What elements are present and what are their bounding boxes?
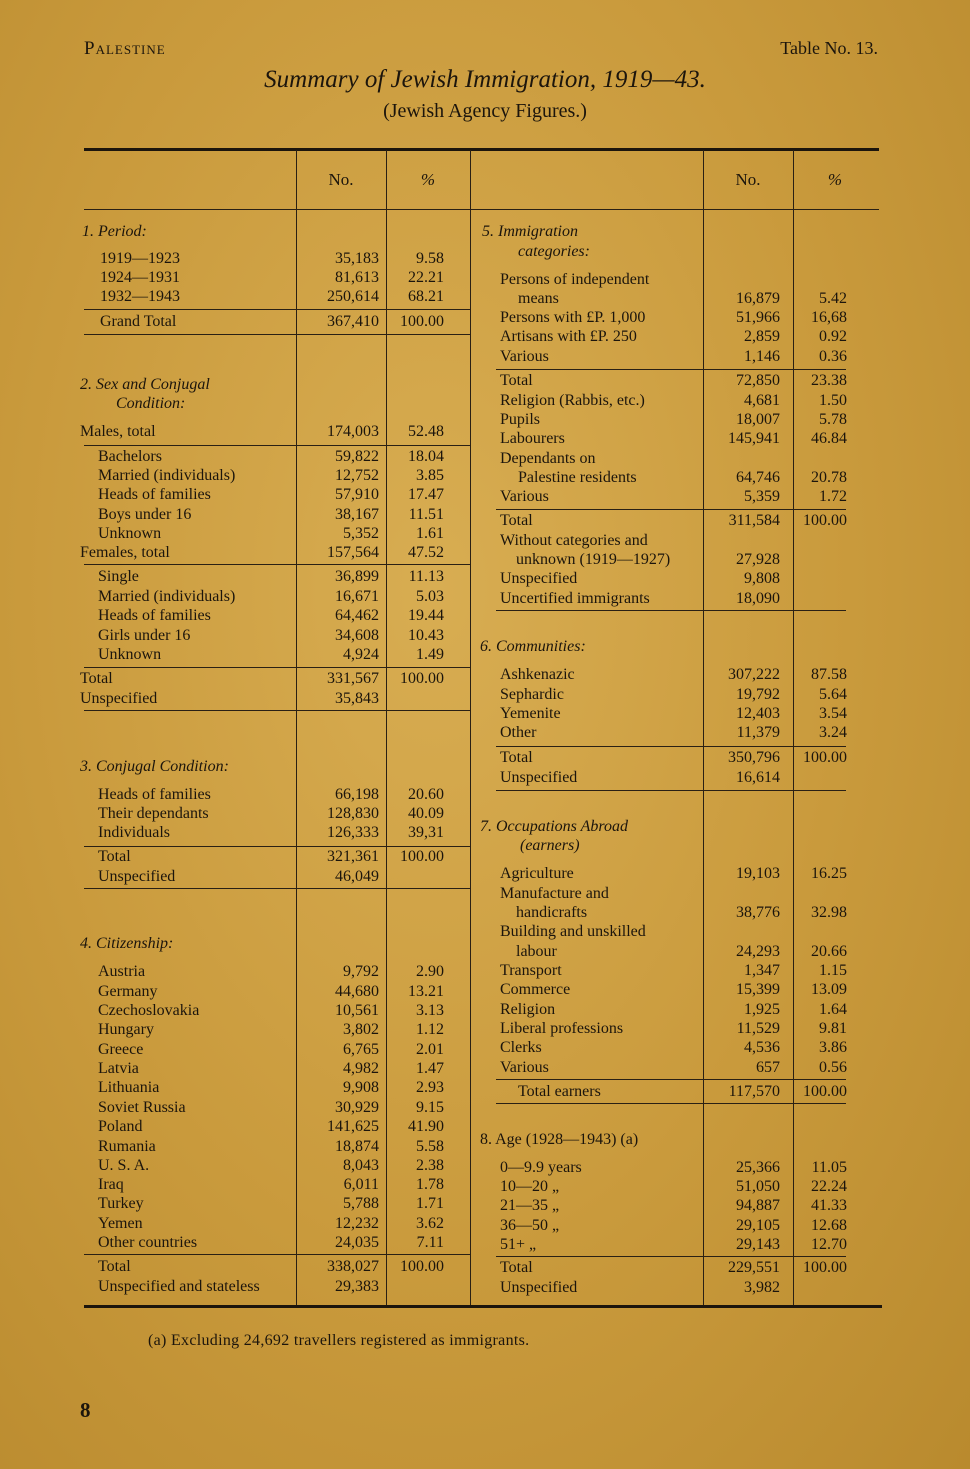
row-no: 24,035 <box>335 1234 379 1251</box>
row-label: Without categories and <box>500 532 648 549</box>
row-label: 51+ „ <box>500 1236 537 1253</box>
rule <box>496 1256 846 1257</box>
row-no: 57,910 <box>335 486 379 503</box>
row-label: Total <box>500 1259 533 1276</box>
row-label: Heads of families <box>98 486 211 503</box>
row-no: 9,908 <box>343 1079 379 1096</box>
row-label: Total <box>500 749 533 766</box>
page-subtitle: (Jewish Agency Figures.) <box>383 100 587 122</box>
row-no: 4,982 <box>343 1060 379 1077</box>
row-no: 307,222 <box>728 666 780 683</box>
row-no: 5,788 <box>343 1195 379 1212</box>
section-title: categories: <box>518 243 590 260</box>
row-label: Unspecified <box>500 570 578 587</box>
section-title: 3. Conjugal Condition: <box>80 758 229 775</box>
row-no: 6,765 <box>343 1041 379 1058</box>
row-label: Total <box>98 1258 131 1275</box>
row-label: Building and unskilled <box>500 923 646 940</box>
row-pct: 12.70 <box>811 1236 847 1253</box>
row-pct: 1.50 <box>819 392 847 409</box>
row-no: 25,366 <box>736 1159 780 1176</box>
row-label: Sephardic <box>500 686 564 703</box>
row-no: 18,874 <box>335 1138 379 1155</box>
row-pct: 18.04 <box>408 448 444 465</box>
row-no: 44,680 <box>335 983 379 1000</box>
row-pct: 2.93 <box>416 1079 444 1096</box>
row-no: 321,361 <box>327 848 379 865</box>
row-no: 2,859 <box>744 328 780 345</box>
row-label: Palestine residents <box>518 469 637 486</box>
row-label: Grand Total <box>100 313 177 330</box>
row-pct: 19.44 <box>408 607 444 624</box>
section-title: 6. Communities: <box>480 638 586 655</box>
rule <box>84 667 470 668</box>
rule <box>496 1103 846 1104</box>
row-pct: 1.15 <box>819 962 847 979</box>
col-header-pct: % <box>420 170 436 189</box>
rule <box>84 334 470 335</box>
row-no: 15,399 <box>736 981 780 998</box>
row-label: Religion (Rabbis, etc.) <box>500 392 645 409</box>
row-pct: 3.24 <box>819 724 847 741</box>
row-no: 9,808 <box>744 570 780 587</box>
row-pct: 10.43 <box>408 627 444 644</box>
row-no: 145,941 <box>728 430 780 447</box>
row-label: Total earners <box>518 1083 601 1100</box>
row-pct: 20.66 <box>811 943 847 960</box>
row-no: 3,982 <box>744 1279 780 1296</box>
row-pct: 100.00 <box>400 1258 444 1275</box>
row-label: Single <box>98 568 139 585</box>
row-no: 157,564 <box>327 544 379 561</box>
row-label: Rumania <box>98 1138 156 1155</box>
row-pct: 20.78 <box>811 469 847 486</box>
row-no: 174,003 <box>327 423 379 440</box>
rule <box>84 445 470 446</box>
row-label: Dependants on <box>500 450 596 467</box>
row-no: 51,966 <box>736 309 780 326</box>
row-pct: 3.13 <box>416 1002 444 1019</box>
row-pct: 2.01 <box>416 1041 444 1058</box>
row-pct: 1.71 <box>416 1195 444 1212</box>
row-pct: 100.00 <box>400 670 444 687</box>
section-title: 4. Citizenship: <box>80 935 174 952</box>
row-pct: 11.05 <box>811 1159 847 1176</box>
row-no: 311,584 <box>728 512 780 529</box>
row-no: 350,796 <box>728 749 780 766</box>
row-label: Total <box>500 372 533 389</box>
row-label: Artisans with £P. 250 <box>500 328 637 345</box>
row-label: Religion <box>500 1001 556 1018</box>
page-title: Summary of Jewish Immigration, 1919—43. <box>264 66 706 93</box>
row-pct: 68.21 <box>408 288 444 305</box>
row-no: 38,776 <box>736 904 780 921</box>
row-label: 21—35 „ <box>500 1197 560 1214</box>
row-pct: 52.48 <box>408 423 444 440</box>
row-no: 19,103 <box>736 865 780 882</box>
row-label: Clerks <box>500 1039 542 1056</box>
row-label: Latvia <box>98 1060 139 1077</box>
row-no: 338,027 <box>327 1258 379 1275</box>
row-no: 8,043 <box>343 1157 379 1174</box>
row-no: 18,090 <box>736 590 780 607</box>
row-no: 24,293 <box>736 943 780 960</box>
row-pct: 100.00 <box>400 848 444 865</box>
row-label: Uncertified immigrants <box>500 590 650 607</box>
row-label: Yemenite <box>500 705 561 722</box>
row-no: 4,536 <box>744 1039 780 1056</box>
row-pct: 1.47 <box>416 1060 444 1077</box>
table-bottom-rule <box>84 1305 882 1308</box>
row-label: 1924—1931 <box>100 269 180 286</box>
row-pct: 5.64 <box>819 686 847 703</box>
row-label: Lithuania <box>98 1079 160 1096</box>
row-label: Females, total <box>80 544 170 561</box>
row-label: Various <box>500 488 549 505</box>
rule <box>84 564 470 565</box>
row-label: Soviet Russia <box>98 1099 186 1116</box>
row-pct: 5.42 <box>819 290 847 307</box>
section-title: 5. Immigration <box>482 223 578 240</box>
row-pct: 32.98 <box>811 904 847 921</box>
row-pct: 1.78 <box>416 1176 444 1193</box>
row-pct: 3.62 <box>416 1215 444 1232</box>
header-rule <box>84 209 879 210</box>
row-no: 72,850 <box>736 372 780 389</box>
row-pct: 1.61 <box>416 525 444 542</box>
table-number: Table No. 13. <box>780 38 878 58</box>
rule <box>496 509 846 510</box>
row-label: Unspecified <box>500 769 578 786</box>
row-label: labour <box>516 943 557 960</box>
row-pct: 9.15 <box>416 1099 444 1116</box>
row-no: 94,887 <box>736 1197 780 1214</box>
row-label: Other countries <box>98 1234 198 1251</box>
row-no: 117,570 <box>728 1083 780 1100</box>
rule <box>84 710 470 711</box>
row-no: 46,049 <box>335 868 379 885</box>
row-no: 64,462 <box>335 607 379 624</box>
row-pct: 87.58 <box>811 666 847 683</box>
row-label: Various <box>500 348 549 365</box>
row-label: Liberal professions <box>500 1020 624 1037</box>
row-pct: 9.58 <box>416 250 444 267</box>
row-no: 36,899 <box>335 568 379 585</box>
row-pct: 1.64 <box>819 1001 847 1018</box>
row-no: 29,383 <box>335 1278 379 1295</box>
row-pct: 11.13 <box>408 568 444 585</box>
row-pct: 13.21 <box>408 983 444 1000</box>
section-title: 7. Occupations Abroad <box>480 818 628 835</box>
row-pct: 46.84 <box>811 430 847 447</box>
row-no: 35,183 <box>335 250 379 267</box>
row-pct: 100.00 <box>803 512 847 529</box>
row-no: 657 <box>756 1059 780 1076</box>
row-no: 16,879 <box>736 290 780 307</box>
row-label: Iraq <box>98 1176 124 1193</box>
footnote: (a) Excluding 24,692 travellers registered as immigrants. <box>148 1332 530 1349</box>
row-label: Poland <box>98 1118 143 1135</box>
row-no: 38,167 <box>335 506 379 523</box>
row-no: 4,681 <box>744 392 780 409</box>
row-no: 3,802 <box>343 1021 379 1038</box>
row-pct: 16.25 <box>811 865 847 882</box>
row-label: Czechoslovakia <box>98 1002 200 1019</box>
row-pct: 5.78 <box>819 411 847 428</box>
row-pct: 47.52 <box>408 544 444 561</box>
row-label: Total <box>80 670 113 687</box>
row-label: Unspecified <box>98 868 176 885</box>
row-label: Total <box>98 848 131 865</box>
row-no: 10,561 <box>335 1002 379 1019</box>
col-header-no: No. <box>735 170 761 189</box>
row-no: 30,929 <box>335 1099 379 1116</box>
row-no: 16,614 <box>736 769 780 786</box>
row-pct: 7.11 <box>416 1234 444 1251</box>
row-pct: 23.38 <box>811 372 847 389</box>
row-pct: 5.03 <box>416 588 444 605</box>
row-no: 9,792 <box>343 963 379 980</box>
row-no: 12,232 <box>335 1215 379 1232</box>
row-no: 250,614 <box>327 288 379 305</box>
col-header-no: No. <box>328 170 354 189</box>
row-no: 18,007 <box>736 411 780 428</box>
row-no: 12,752 <box>335 467 379 484</box>
row-pct: 9.81 <box>819 1020 847 1037</box>
row-label: Ashkenazic <box>500 666 575 683</box>
rule <box>84 888 470 889</box>
row-no: 12,403 <box>736 705 780 722</box>
row-label: means <box>518 290 559 307</box>
row-label: Persons with £P. 1,000 <box>500 309 646 326</box>
row-no: 331,567 <box>327 670 379 687</box>
row-label: U. S. A. <box>98 1157 150 1174</box>
row-label: Unspecified <box>500 1279 578 1296</box>
row-pct: 40.09 <box>408 805 444 822</box>
row-pct: 16,68 <box>811 309 847 326</box>
row-pct: 3.85 <box>416 467 444 484</box>
row-label: Labourers <box>500 430 565 447</box>
row-label: Males, total <box>80 423 156 440</box>
row-label: Commerce <box>500 981 571 998</box>
row-pct: 22.24 <box>811 1178 847 1195</box>
table-top-rule <box>84 148 879 151</box>
rule <box>84 1254 470 1255</box>
row-label: Hungary <box>98 1021 154 1038</box>
row-no: 5,359 <box>744 488 780 505</box>
row-pct: 12.68 <box>811 1217 847 1234</box>
row-no: 11,529 <box>736 1020 780 1037</box>
row-label: Other <box>500 724 537 741</box>
section-title: Condition: <box>116 395 186 412</box>
row-pct: 100.00 <box>400 313 444 330</box>
row-no: 29,143 <box>736 1236 780 1253</box>
row-no: 11,379 <box>736 724 780 741</box>
rule <box>84 309 470 310</box>
row-pct: 2.90 <box>416 963 444 980</box>
row-pct: 3.86 <box>819 1039 847 1056</box>
row-pct: 100.00 <box>803 1083 847 1100</box>
row-pct: 13.09 <box>811 981 847 998</box>
row-pct: 11.51 <box>408 506 444 523</box>
row-label: Individuals <box>98 824 170 841</box>
row-pct: 0.92 <box>819 328 847 345</box>
header-left: Palestine <box>84 38 166 59</box>
row-no: 4,924 <box>343 646 379 663</box>
row-no: 229,551 <box>728 1259 780 1276</box>
row-no: 5,352 <box>343 525 379 542</box>
row-label: Total <box>500 512 533 529</box>
row-label: 0—9.9 years <box>500 1159 582 1176</box>
col-header-pct: % <box>827 170 843 189</box>
row-no: 59,822 <box>335 448 379 465</box>
row-label: Germany <box>98 983 158 1000</box>
row-label: handicrafts <box>516 904 588 921</box>
row-no: 141,625 <box>327 1118 379 1135</box>
row-pct: 17.47 <box>408 486 444 503</box>
row-label: Their dependants <box>98 805 209 822</box>
row-no: 367,410 <box>327 313 379 330</box>
row-label: 1932—1943 <box>100 288 180 305</box>
row-label: Yemen <box>98 1215 143 1232</box>
rule <box>496 369 846 370</box>
row-no: 35,843 <box>335 690 379 707</box>
row-label: Bachelors <box>98 448 162 465</box>
row-label: Unknown <box>98 525 162 542</box>
row-label: Greece <box>98 1041 144 1058</box>
row-label: unknown (1919—1927) <box>516 551 671 568</box>
row-pct: 0.56 <box>819 1059 847 1076</box>
row-no: 1,146 <box>744 348 780 365</box>
row-pct: 41.33 <box>811 1197 847 1214</box>
row-label: Married (individuals) <box>98 588 236 605</box>
row-label: Agriculture <box>500 865 574 882</box>
rule <box>496 790 846 791</box>
row-no: 126,333 <box>327 824 379 841</box>
section-title: 2. Sex and Conjugal <box>80 376 210 393</box>
page-number: 8 <box>80 1398 91 1422</box>
row-pct: 1.12 <box>416 1021 444 1038</box>
row-no: 64,746 <box>736 469 780 486</box>
row-no: 29,105 <box>736 1217 780 1234</box>
section-title: 1. Period: <box>82 223 147 240</box>
row-pct: 1.49 <box>416 646 444 663</box>
row-pct: 1.72 <box>819 488 847 505</box>
row-label: 10—20 „ <box>500 1178 560 1195</box>
row-pct: 100.00 <box>803 1259 847 1276</box>
row-label: 1919—1923 <box>100 250 180 267</box>
row-label: Married (individuals) <box>98 467 236 484</box>
row-pct: 22.21 <box>408 269 444 286</box>
row-label: 36—50 „ <box>500 1217 560 1234</box>
row-pct: 5.58 <box>416 1138 444 1155</box>
row-label: Transport <box>500 962 562 979</box>
row-pct: 3.54 <box>819 705 847 722</box>
row-label: Pupils <box>500 411 541 428</box>
row-label: Unknown <box>98 646 162 663</box>
row-pct: 0.36 <box>819 348 847 365</box>
rule <box>496 610 846 611</box>
row-no: 6,011 <box>343 1176 379 1193</box>
row-no: 51,050 <box>736 1178 780 1195</box>
row-label: Turkey <box>98 1195 144 1212</box>
row-label: Heads of families <box>98 607 211 624</box>
row-pct: 100.00 <box>803 749 847 766</box>
row-no: 1,925 <box>744 1001 780 1018</box>
row-no: 19,792 <box>736 686 780 703</box>
section-title: 8. Age (1928—1943) (a) <box>480 1131 639 1148</box>
row-label: Various <box>500 1059 549 1076</box>
row-label: Persons of independent <box>500 271 650 288</box>
row-pct: 20.60 <box>408 786 444 803</box>
row-label: Unspecified and stateless <box>98 1278 260 1295</box>
row-no: 1,347 <box>744 962 780 979</box>
section-title: (earners) <box>520 837 580 854</box>
row-label: Austria <box>98 963 146 980</box>
row-no: 66,198 <box>335 786 379 803</box>
row-pct: 41.90 <box>408 1118 444 1135</box>
row-label: Girls under 16 <box>98 627 191 644</box>
row-label: Manufacture and <box>500 885 609 902</box>
row-pct: 2.38 <box>416 1157 444 1174</box>
row-no: 34,608 <box>335 627 379 644</box>
row-no: 128,830 <box>327 805 379 822</box>
row-label: Unspecified <box>80 690 158 707</box>
row-pct: 39,31 <box>408 824 444 841</box>
row-no: 27,928 <box>736 551 780 568</box>
col-divider <box>470 150 471 1305</box>
row-no: 16,671 <box>335 588 379 605</box>
row-label: Boys under 16 <box>98 506 192 523</box>
rule <box>496 1079 846 1080</box>
row-no: 81,613 <box>335 269 379 286</box>
rule <box>496 746 846 747</box>
row-label: Heads of families <box>98 786 211 803</box>
